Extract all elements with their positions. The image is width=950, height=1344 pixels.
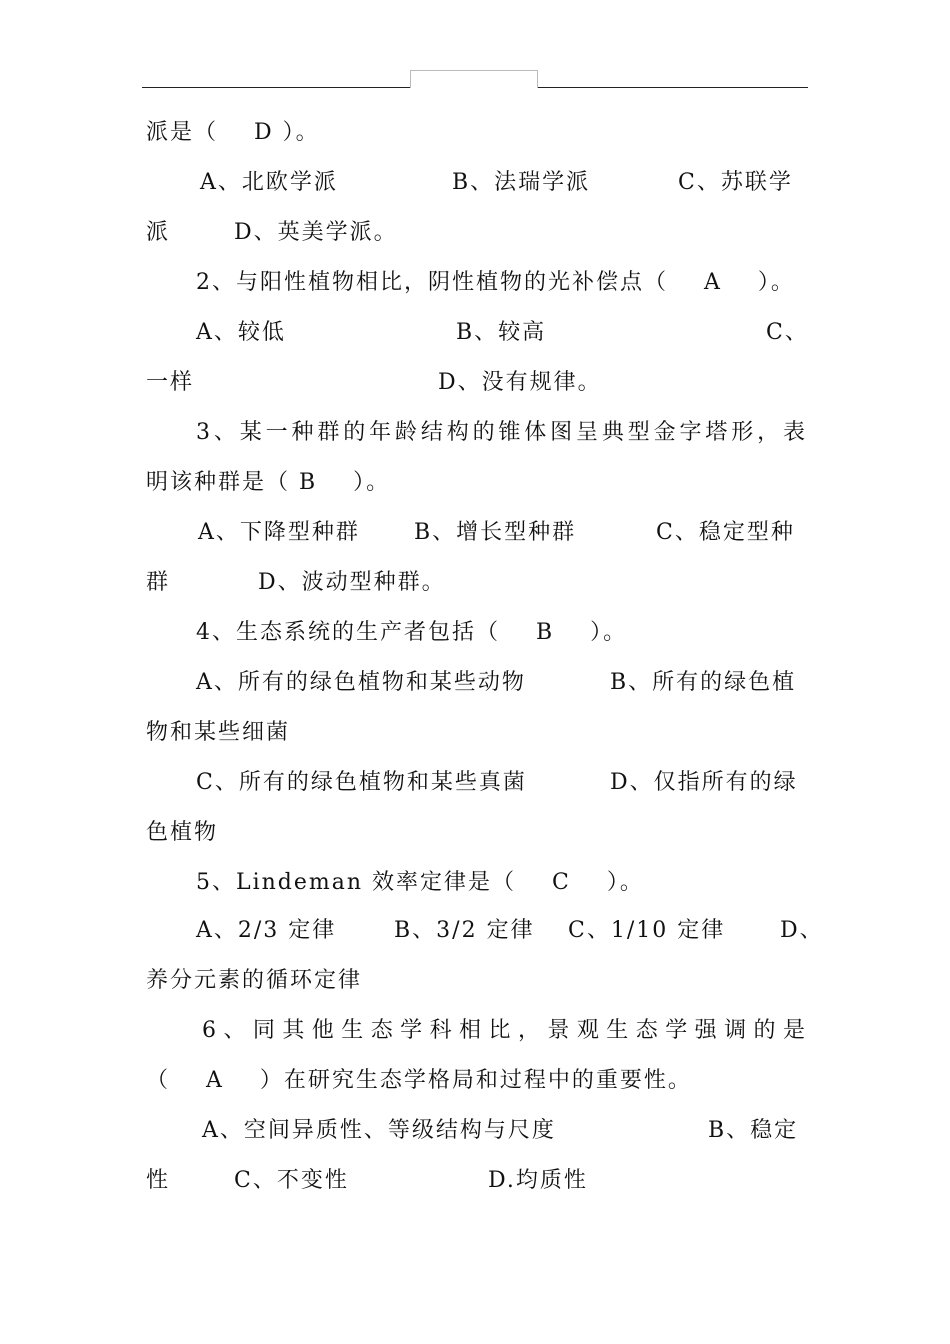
q6-option-b-wrap: 性: [146, 1168, 171, 1193]
q4-option-a: A、所有的绿色植物和某些动物: [196, 670, 526, 695]
q6-option-d: D.均质性: [488, 1168, 588, 1193]
q1-option-c-wrap: 派: [146, 220, 171, 245]
q2-option-a: A、较低: [196, 320, 286, 345]
q4-option-d-wrap: 色植物: [146, 820, 219, 845]
q1-option-b: B、法瑞学派: [452, 170, 591, 195]
q4-stem: 4、生态系统的生产者包括（ B ）。: [196, 620, 628, 645]
q5-options-row: [196, 914, 824, 948]
q6-option-a: A、空间异质性、等级结构与尺度: [202, 1118, 556, 1143]
q2-option-b: B、较高: [456, 320, 547, 345]
q4-option-b: B、所有的绿色植: [610, 670, 797, 695]
q5-option-c: C、1/10 定律: [568, 918, 726, 943]
q6-options-row: [196, 1114, 808, 1148]
q6-option-c: C、不变性: [234, 1168, 349, 1193]
q3-stem-line-1: 3、某一种群的年龄结构的锥体图呈典型金字塔形，表: [196, 420, 808, 445]
q1-option-a: A、北欧学派: [200, 170, 338, 195]
q5-option-d: D、: [780, 918, 824, 943]
q4-option-b-wrap: 物和某些细菌: [146, 720, 291, 745]
q3-options-row-2: [146, 566, 808, 600]
q3-stem-line-2: 明该种群是（ B ）。: [146, 470, 391, 495]
q3-option-d: D、波动型种群。: [258, 570, 446, 595]
q2-option-c: C、: [766, 320, 809, 345]
q3-option-a: A、下降型种群: [198, 520, 360, 545]
q2-options-row: [196, 316, 808, 350]
q3-options-row: [196, 516, 808, 550]
q5-stem: 5、Lindeman 效率定律是（ C ）。: [196, 870, 644, 895]
q2-options-row-2: [146, 366, 808, 400]
q2-option-c-wrap: 一样: [146, 370, 195, 395]
q2-stem: 2、与阳性植物相比，阴性植物的光补偿点（ A ）。: [196, 270, 795, 295]
q4-options-row-2: [196, 766, 808, 800]
q4-option-d: D、仅指所有的绿: [610, 770, 798, 795]
q3-option-c: C、稳定型种: [656, 520, 795, 545]
q6-options-row-2: [146, 1164, 808, 1198]
q4-options-row: [196, 666, 808, 700]
q5-option-b: B、3/2 定律: [394, 918, 535, 943]
q3-option-b: B、增长型种群: [414, 520, 577, 545]
q1-option-d: D、英美学派。: [234, 220, 398, 245]
q3-option-c-wrap: 群: [146, 570, 171, 595]
q6-stem-line-2: （ A ）在研究生态学格局和过程中的重要性。: [146, 1068, 692, 1093]
q2-option-d: D、没有规律。: [438, 370, 602, 395]
q1-options-row: [196, 166, 808, 200]
q1-options-row-2: [146, 216, 808, 250]
q6-option-b: B、稳定: [708, 1118, 799, 1143]
q5-option-a: A、2/3 定律: [196, 918, 337, 943]
q1-stem-end: 派是（ D ）。: [146, 120, 320, 145]
q6-stem-line-1: 6、同其他生态学科相比，景观生态学强调的是: [202, 1018, 808, 1043]
header-tab: [410, 70, 538, 88]
q5-option-d-wrap: 养分元素的循环定律: [146, 968, 363, 993]
q1-option-c: C、苏联学: [678, 170, 793, 195]
q4-option-c: C、所有的绿色植物和某些真菌: [196, 770, 527, 795]
